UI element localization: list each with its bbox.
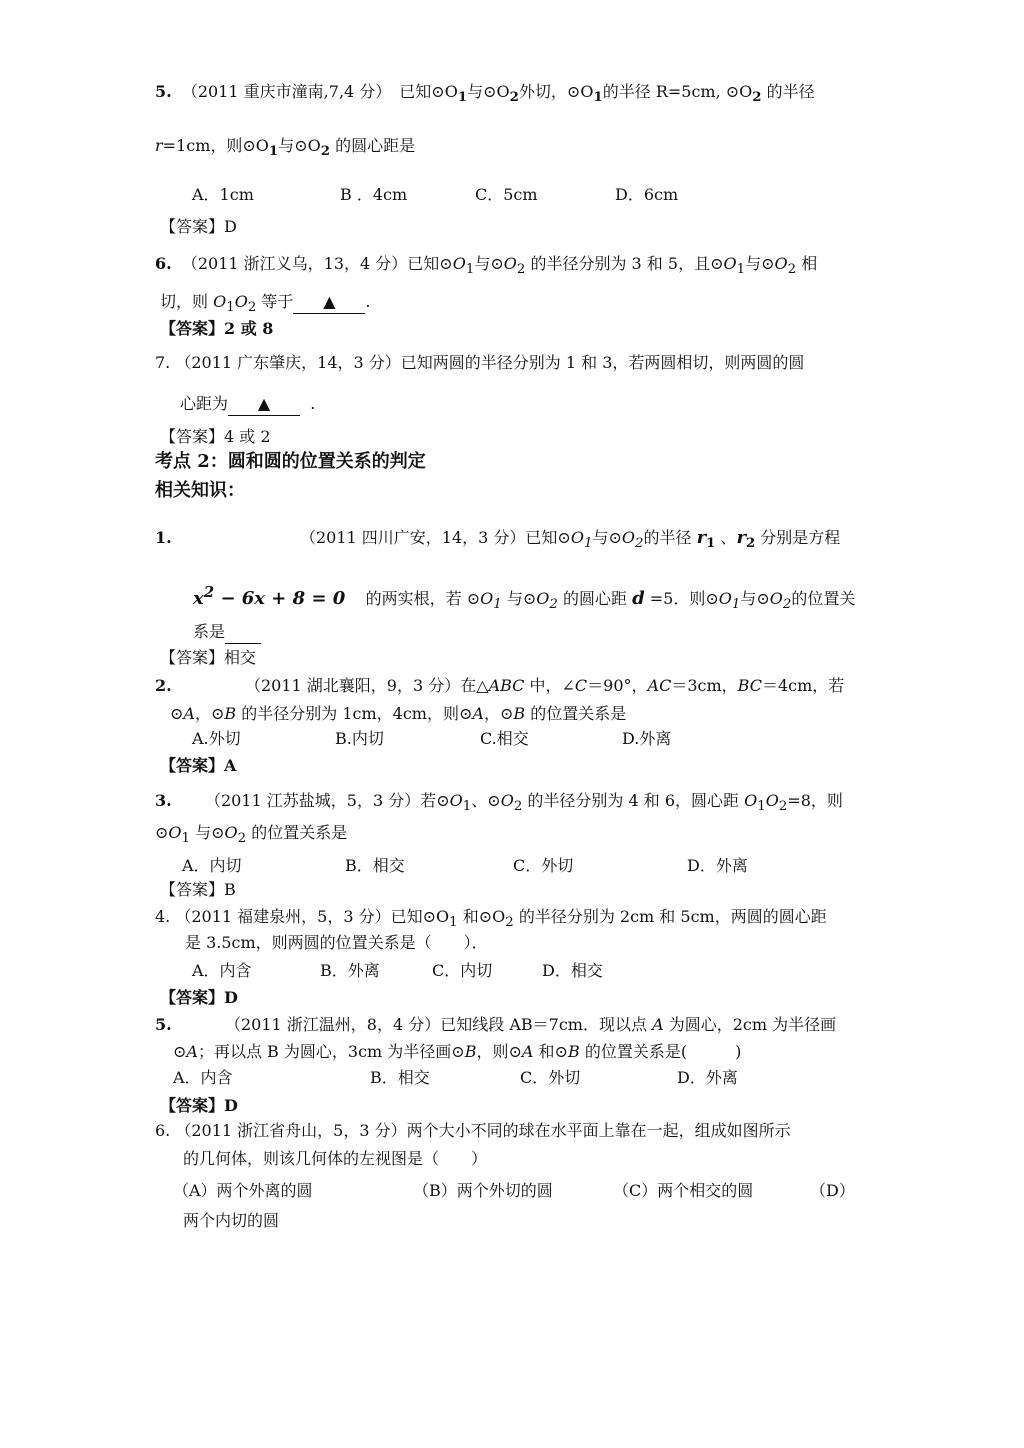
p2-line-1b xyxy=(245,675,844,697)
sub: 1 xyxy=(226,300,235,316)
text: 与⊙ xyxy=(474,254,504,273)
answer: 【答案】相交 xyxy=(160,648,257,667)
sub: 2 xyxy=(509,89,519,106)
option-c: C．5cm xyxy=(475,185,538,204)
blank xyxy=(228,393,300,416)
q5-line-1 xyxy=(155,81,815,108)
sub: 2 xyxy=(787,262,797,278)
text: ⊙ xyxy=(170,704,184,723)
option-a: A.外切 xyxy=(192,729,241,748)
q-number: 3. xyxy=(155,791,172,810)
q7-line-2 xyxy=(180,393,315,416)
q-number: 5. xyxy=(155,1015,172,1034)
text: − 6x + 8 = 0 xyxy=(214,588,346,609)
sub: 2 xyxy=(247,300,257,316)
sub: 1 xyxy=(731,597,741,613)
p1-line-2 xyxy=(193,581,855,616)
text: 和⊙ xyxy=(533,1042,568,1061)
text: =8，则 xyxy=(787,791,843,810)
text: 的两实根，若 ⊙ xyxy=(365,589,481,608)
option-b: B．外离 xyxy=(320,961,380,980)
p1-line-1b xyxy=(300,527,840,555)
var: O xyxy=(503,254,517,273)
text: 的半径 R=5cm, ⊙O xyxy=(602,82,753,101)
text: 、 xyxy=(715,528,737,547)
sub: 2 xyxy=(752,89,762,106)
option-d: D．外离 xyxy=(687,856,748,875)
var: O xyxy=(213,292,227,311)
var: O xyxy=(765,791,779,810)
text: 为圆心，2cm 为半径画 xyxy=(663,1015,837,1034)
p4-line-2: 是 3.5cm，则两圆的位置关系是（ ）． xyxy=(185,933,488,952)
text: 相 xyxy=(801,254,818,273)
var: O xyxy=(744,791,758,810)
text: 的半径 xyxy=(766,82,815,101)
p2-line-2 xyxy=(170,703,626,725)
option-c: C．外切 xyxy=(513,856,574,875)
sup: 2 xyxy=(203,583,215,601)
text: （2011 四川广安，14，3 分）已知⊙ xyxy=(300,528,571,547)
blank xyxy=(293,291,365,314)
option-a: A．1cm xyxy=(192,185,254,204)
var: O xyxy=(224,823,238,842)
option-c: C．内切 xyxy=(432,961,493,980)
var: O xyxy=(168,823,182,842)
option-d: D．相交 xyxy=(542,961,603,980)
text: ，⊙ xyxy=(194,704,225,723)
text: ，⊙ xyxy=(483,704,514,723)
text: 与⊙ xyxy=(592,528,622,547)
var: d xyxy=(632,588,645,609)
var: A xyxy=(521,1042,534,1061)
option-a: A．内含 xyxy=(173,1068,233,1087)
var: A xyxy=(652,1015,664,1034)
var: B xyxy=(224,704,237,723)
text: ＝4cm，若 xyxy=(761,676,845,695)
sub: 1 xyxy=(181,831,191,847)
text: . xyxy=(365,292,371,311)
text: 心距为 xyxy=(180,394,229,413)
var: O xyxy=(234,292,248,311)
text: （2011 江苏盐城，5，3 分）若⊙ xyxy=(205,791,450,810)
text: 系是 xyxy=(193,622,226,641)
text: 、⊙ xyxy=(471,791,501,810)
p4-line-1 xyxy=(155,906,827,934)
text: 与⊙ xyxy=(190,823,225,842)
var: O xyxy=(449,791,463,810)
var: C xyxy=(574,676,588,695)
blank xyxy=(225,621,261,644)
option-a: A．内含 xyxy=(192,961,252,980)
var: O xyxy=(621,528,635,547)
p5-line-1b xyxy=(225,1014,836,1036)
option-c: C．外切 xyxy=(520,1068,581,1087)
text: 的位置关系是 xyxy=(246,823,348,842)
text: 外切，⊙O xyxy=(518,82,594,101)
q-number: 2. xyxy=(155,676,172,695)
text: 的位置关系是 xyxy=(525,704,627,723)
text: 的位置关系是( ) xyxy=(579,1042,742,1061)
text: 的圆心距 xyxy=(557,589,633,608)
text: 的半径分别为 2cm 和 5cm，两圆的圆心距 xyxy=(513,907,827,926)
var: O xyxy=(536,589,550,608)
sub: 2 xyxy=(745,535,756,552)
p6-line-2: 的几何体，则该几何体的左视图是（ ） xyxy=(183,1149,488,1168)
p3-line-2 xyxy=(155,822,347,850)
var: O xyxy=(480,589,494,608)
p1-line-1 xyxy=(155,527,172,549)
var: r xyxy=(736,527,746,548)
option-c: （C）两个相交的圆 xyxy=(613,1181,754,1200)
var: ABC xyxy=(488,676,525,695)
option-d: （D） xyxy=(810,1181,855,1200)
p5-line-2 xyxy=(173,1041,741,1063)
var: O xyxy=(723,254,737,273)
sub: 2 xyxy=(549,597,558,613)
q-number: 6. xyxy=(155,254,172,273)
sub: 1 xyxy=(757,799,766,815)
answer: 【答案】D xyxy=(160,217,237,236)
p1-line-3 xyxy=(193,621,261,644)
var: A xyxy=(186,1042,198,1061)
option-a: （A）两个外离的圆 xyxy=(173,1181,313,1200)
sub: 1 xyxy=(493,597,502,613)
answer: 【答案】D xyxy=(160,1096,238,1115)
sub: 2 xyxy=(635,536,644,552)
answer: 【答案】A xyxy=(160,756,237,775)
text: ；再以点 B 为圆心，3cm 为半径画⊙ xyxy=(197,1042,465,1061)
text: 与⊙ xyxy=(501,589,537,608)
q-number: 5. xyxy=(155,82,172,101)
p5-line-1 xyxy=(155,1014,172,1036)
text: 与⊙ xyxy=(740,589,770,608)
var: AC xyxy=(647,676,672,695)
sub: 2 xyxy=(516,262,526,278)
var: B xyxy=(567,1042,580,1061)
p3-line-1 xyxy=(155,790,172,812)
option-d: D．外离 xyxy=(677,1068,738,1087)
section-subheading: 相关知识： xyxy=(155,480,245,501)
triangle-mark: ▲ xyxy=(323,292,336,311)
var: B xyxy=(464,1042,477,1061)
text: （2011 重庆市潼南,7,4 分） 已知⊙O xyxy=(181,82,458,101)
option-b: B.内切 xyxy=(335,729,384,748)
var: B xyxy=(513,704,526,723)
option-d: D．6cm xyxy=(615,185,679,204)
text: =5．则⊙ xyxy=(644,589,719,608)
text: 和⊙O xyxy=(457,907,506,926)
text: 4. （2011 福建泉州，5，3 分）已知⊙O xyxy=(155,907,450,926)
q-number: 1. xyxy=(155,528,172,547)
answer: 【答案】4 或 2 xyxy=(160,427,271,446)
var: BC xyxy=(737,676,762,695)
var: x xyxy=(193,588,204,609)
sub: 1 xyxy=(465,262,475,278)
p6-line-1: 6. （2011 浙江省舟山，5，3 分）两个大小不同的球在水平面上靠在一起，组成如图所示 xyxy=(155,1121,791,1140)
sub: 2 xyxy=(778,799,788,815)
text: 的半径分别为 1cm，4cm，则⊙ xyxy=(236,704,473,723)
sub: 2 xyxy=(505,915,514,931)
text: ⊙ xyxy=(155,823,169,842)
sub: 1 xyxy=(462,799,472,815)
option-d: D.外离 xyxy=(622,729,672,748)
sub: 1 xyxy=(457,89,468,106)
text: ，则⊙ xyxy=(476,1042,522,1061)
text: 的位置关 xyxy=(791,589,856,608)
text: 的半径 xyxy=(643,528,697,547)
sub: 2 xyxy=(513,799,523,815)
section-heading: 考点 2：圆和圆的位置关系的判定 xyxy=(155,451,426,472)
sub: 1 xyxy=(583,536,593,552)
q5-line-2 xyxy=(155,135,415,162)
q7-line-1: 7. （2011 广东肇庆，14，3 分）已知两圆的半径分别为 1 和 3，若两圆相切，则两圆的圆 xyxy=(155,353,805,372)
var: A xyxy=(183,704,195,723)
option-b: B ．4cm xyxy=(340,185,408,204)
text: 与⊙O xyxy=(278,136,321,155)
text: 与⊙O xyxy=(467,82,510,101)
sub: 1 xyxy=(706,535,716,552)
option-c: C.相交 xyxy=(480,729,529,748)
var: O xyxy=(718,589,732,608)
text: 的圆心距是 xyxy=(335,136,416,155)
q6-line-1 xyxy=(155,253,817,281)
p6-line-3: 两个内切的圆 xyxy=(183,1211,280,1230)
sub: 2 xyxy=(320,143,330,160)
text: 切，则 xyxy=(160,292,214,311)
equation xyxy=(193,583,346,609)
sub: 1 xyxy=(593,89,603,106)
text: 的半径分别为 4 和 6，圆心距 xyxy=(522,791,745,810)
answer: 【答案】B xyxy=(160,880,236,899)
var: O xyxy=(452,254,466,273)
p2-line-1 xyxy=(155,675,172,697)
triangle-mark: ▲ xyxy=(257,394,271,413)
p3-line-1b xyxy=(205,790,843,818)
sub: 1 xyxy=(268,143,279,160)
text: . xyxy=(310,394,316,413)
text: 等于 xyxy=(256,292,294,311)
var: O xyxy=(774,254,788,273)
text: 与⊙ xyxy=(745,254,775,273)
var: O xyxy=(570,528,584,547)
answer: 【答案】2 或 8 xyxy=(160,319,274,338)
text: 的半径分别为 3 和 5，且⊙ xyxy=(530,254,724,273)
var: r xyxy=(155,136,163,155)
var: A xyxy=(472,704,484,723)
text: （2011 湖北襄阳，9，3 分）在△ xyxy=(245,676,489,695)
option-b: B．相交 xyxy=(345,856,405,875)
text: 分别是方程 xyxy=(755,528,841,547)
text: =1cm，则⊙O xyxy=(162,136,269,155)
text: （2011 浙江温州，8，4 分）已知线段 AB＝7cm．现以点 xyxy=(225,1015,653,1034)
text: ＝3cm， xyxy=(671,676,738,695)
option-b: B．相交 xyxy=(370,1068,430,1087)
sub: 2 xyxy=(237,831,247,847)
sub: 1 xyxy=(449,915,458,931)
answer: 【答案】D xyxy=(160,988,238,1007)
var: O xyxy=(769,589,783,608)
sub: 1 xyxy=(736,262,746,278)
option-b: （B）两个外切的圆 xyxy=(413,1181,553,1200)
var: O xyxy=(500,791,514,810)
text: ⊙ xyxy=(173,1042,187,1061)
q6-line-2 xyxy=(160,291,371,319)
sub: 2 xyxy=(782,597,792,613)
text: 中，∠ xyxy=(524,676,575,695)
option-a: A．内切 xyxy=(182,856,242,875)
text: （2011 浙江义乌，13，4 分）已知⊙ xyxy=(181,254,453,273)
var: r xyxy=(696,527,707,548)
text: ＝90°， xyxy=(587,676,648,695)
